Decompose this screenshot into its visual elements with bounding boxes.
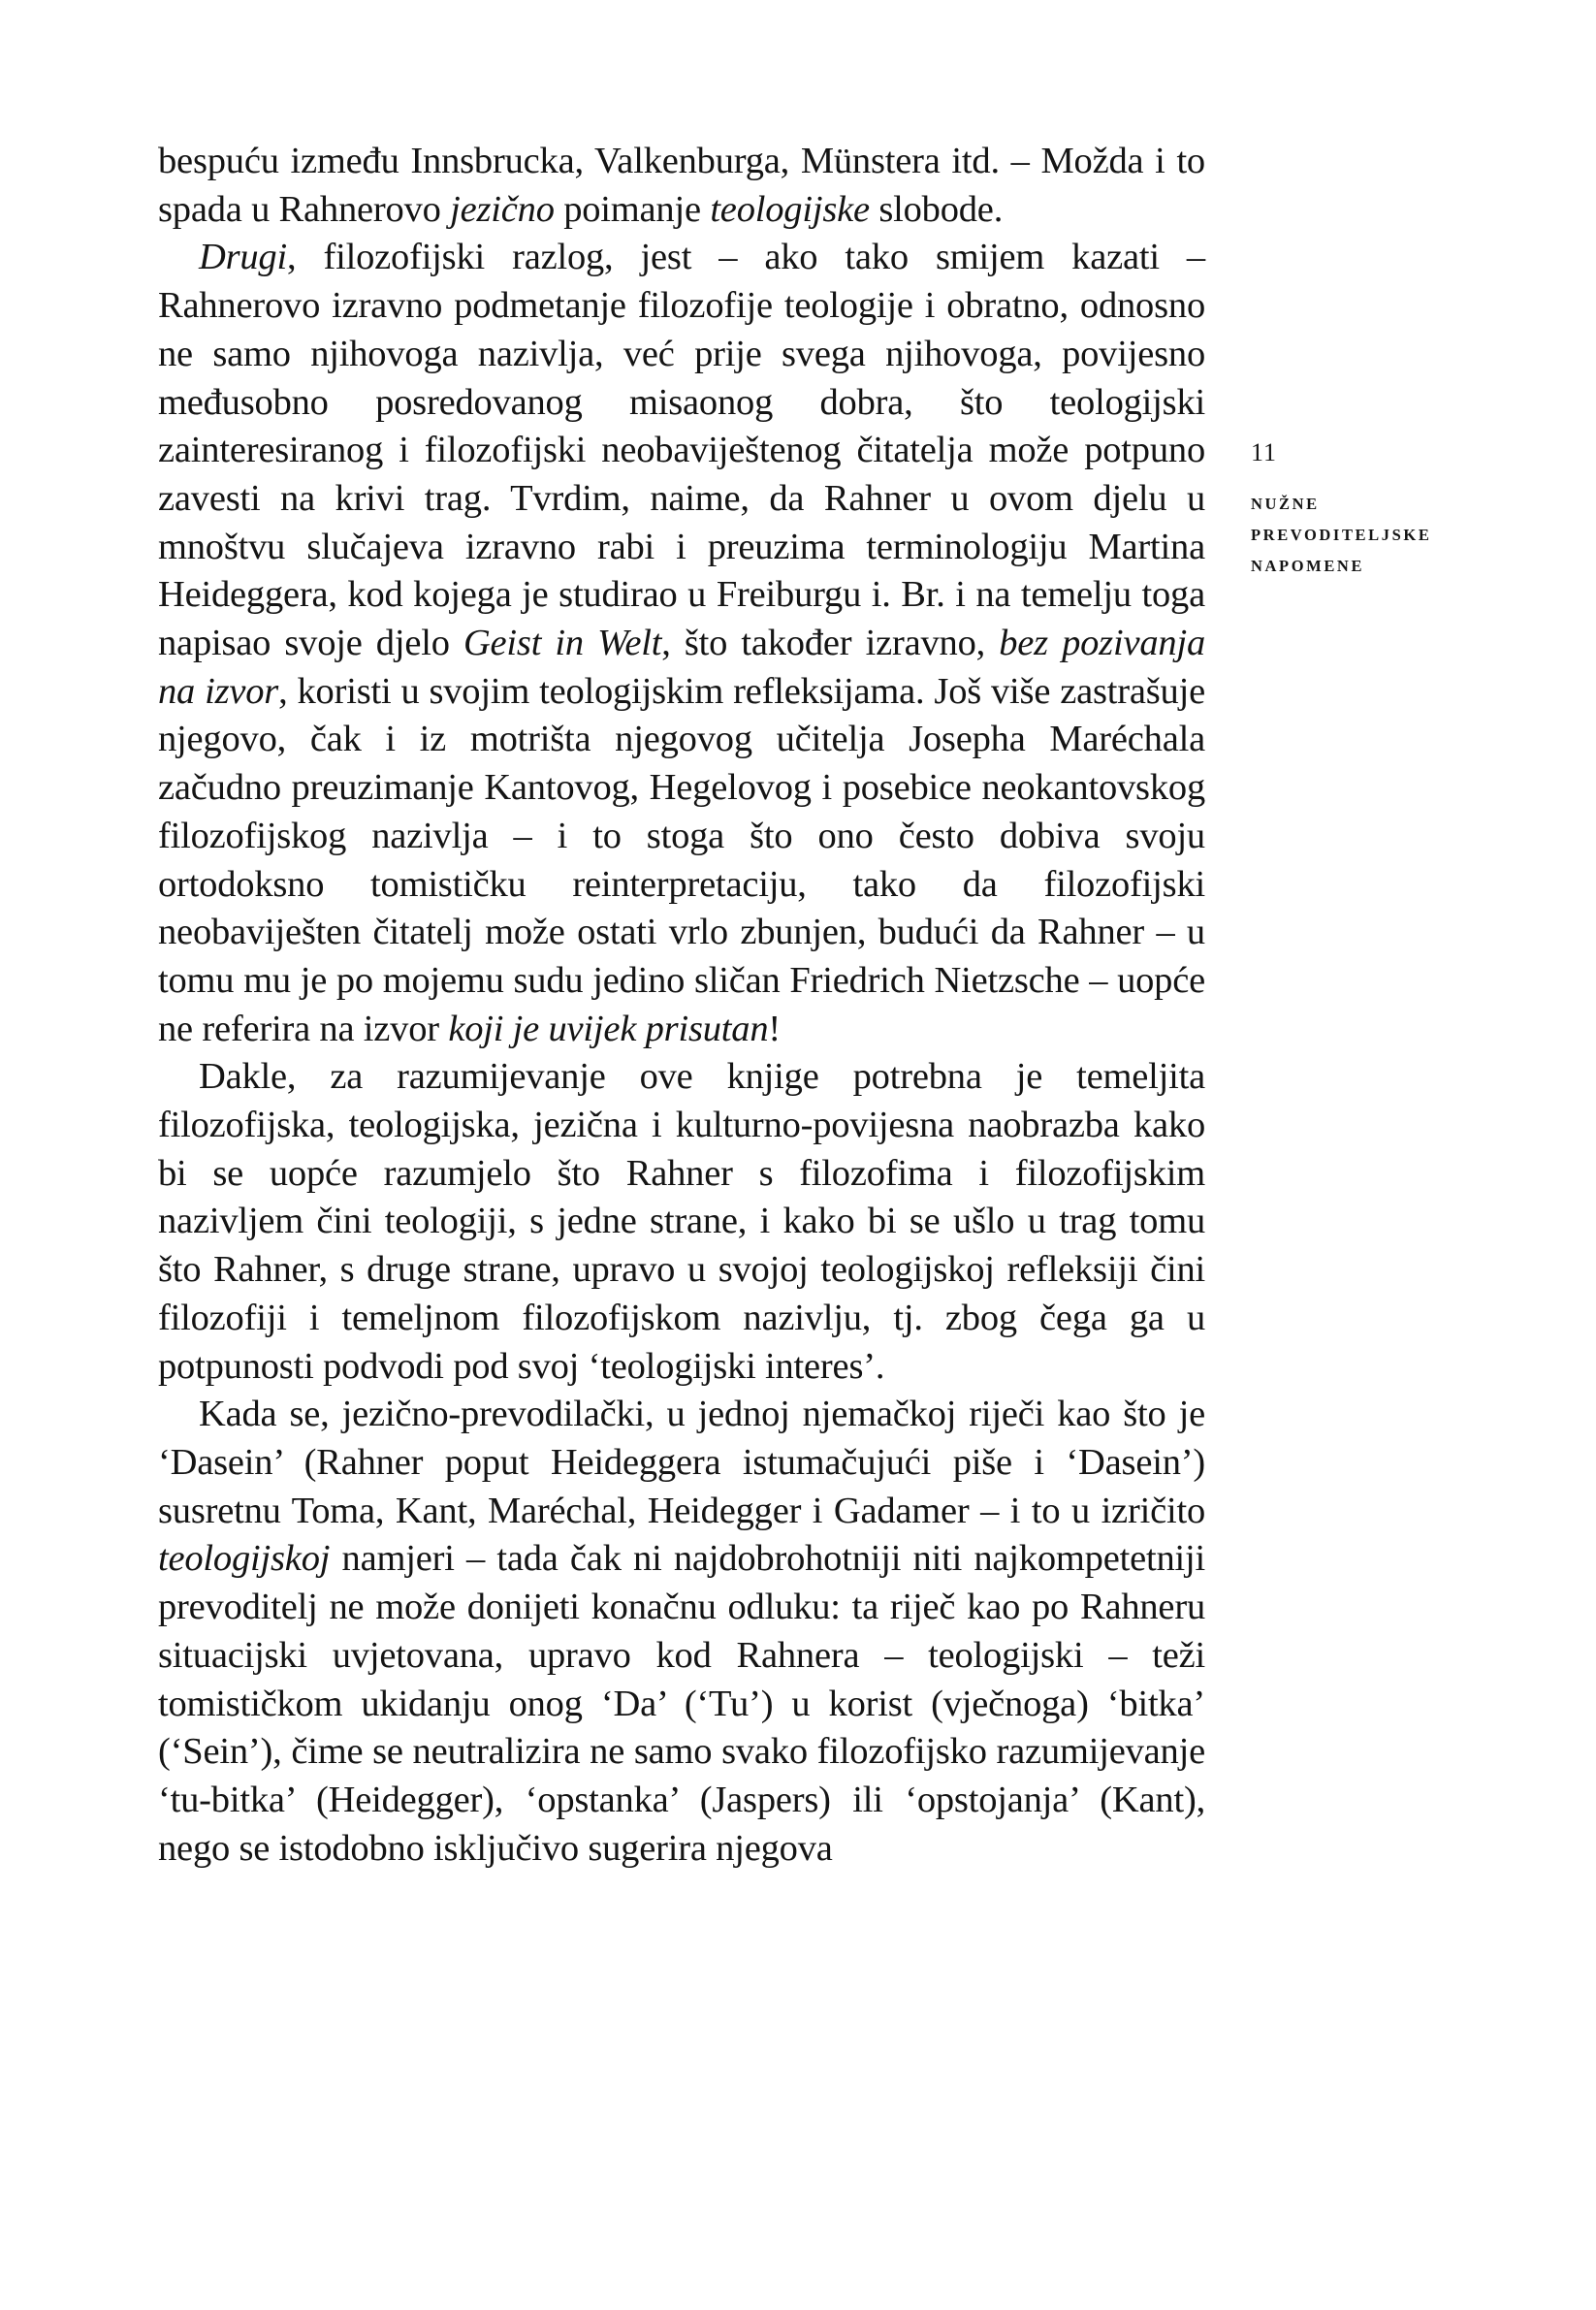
text-segment: namjeri – tada čak ni najdobrohotniji niti najkompetetniji prevoditelj ne može donijeti konačnu odluku: ta riječ kao po Rahneru situacijski uvjetovana, upravo kod Rahnera – teologijski – teži tomističkom ukidanju onog ‘Da’ (‘Tu’) u korist (vječnoga) ‘bitka’ (‘Sein’), čime se neutralizira ne samo svako filozofijsko razumijevanje ‘tu-bitka’ (Heidegger), ‘opstanka’ (Jaspers) ili ‘opstojanja’ (Kant), nego se istodobno isključivo sugerira njegova: [158, 1538, 1205, 1869]
italic-segment: bez pozivanja na izvor: [158, 623, 1205, 712]
body-text: [158, 138, 1205, 1873]
running-head-line: NAPOMENE: [1251, 557, 1365, 575]
text-segment: Kada se, jezično-prevodilački, u jednoj njemačkoj riječi kao što je ‘Dasein’ (Rahner poput Heideggera istumačujući piše i ‘Dasein’) susretnu Toma, Kant, Maréchal, Heidegger i Gadamer – i to u izričito: [158, 1394, 1205, 1531]
italic-segment: Drugi: [199, 237, 287, 278]
paragraph-2: [158, 234, 1205, 1053]
text-segment: , filozofijski razlog, jest – ako tako smijem kazati – Rahnerovo izravno podmetanje filozofije teologije i obratno, odnosno ne samo njihovoga nazivlja, već prije svega njihovoga, povijesno međusobno posredovanog misaonog dobra, što teologijski zainteresiranog i filozofijski neobaviještenog čitatelja može potpuno zavesti na krivi trag. Tvrdim, naime, da Rahner u ovom djelu u mnoštvu slučajeva izravno rabi i preuzima terminologiju Martina Heideggera, kod kojega je studirao u Freiburgu i. Br. i na temelju toga napisao svoje djelo: [158, 237, 1205, 664]
text-segment: bespuću između Innsbrucka, Valkenburga, Münstera itd. – Možda i to spada u Rahnerovo: [158, 141, 1205, 230]
running-head-line: NUŽNE: [1251, 495, 1320, 513]
running-head: [1251, 489, 1503, 582]
paragraph-3: [158, 1053, 1205, 1391]
italic-segment: Geist in Welt: [463, 623, 662, 664]
running-head-line: PREVODITELJSKE: [1251, 526, 1432, 544]
italic-segment: koji je uvijek prisutan: [448, 1008, 769, 1049]
text-segment: Dakle, za razumijevanje ove knjige potrebna je temeljita filozofijska, teologijska, jezična i kulturno-povijesna naobrazba kako bi se uopće razumjelo što Rahner s filozofima i filozofijskim nazivljem čini teologiji, s jedne strane, i kako bi se ušlo u trag tomu što Rahner, s druge strane, upravo u svojoj teologijskoj refleksiji čini filozofiji i temeljnom filozofijskom nazivlju, tj. zbog čega ga u potpunosti podvodi pod svoj ‘teologijski interes’.: [158, 1056, 1205, 1387]
italic-segment: teologijske: [710, 188, 870, 230]
text-segment: slobode.: [869, 188, 1004, 230]
italic-segment: jezično: [450, 188, 555, 230]
text-segment: , koristi u svojim teologijskim refleksijama. Još više zastrašuje njegovo, čak i iz motrišta njegovog učitelja Josepha Maréchala začudno preuzimanje Kantovog, Hegelovog i posebice neokantovskog filozofijskog nazivlja – i to stoga što ono često dobiva svoju ortodoksno tomističku reinterpretaciju, tako da filozofijski neobaviješten čitatelj može ostati vrlo zbunjen, budući da Rahner – u tomu mu je po mojemu sudu jedino sličan Friedrich Nietzsche – uopće ne referira na izvor: [158, 670, 1205, 1049]
text-segment: poimanje: [554, 188, 711, 230]
text-segment: !: [768, 1008, 782, 1049]
margin-note: [1251, 438, 1503, 582]
paragraph-1: [158, 138, 1205, 234]
italic-segment: teologijskoj: [158, 1538, 331, 1580]
page-number: 11: [1251, 438, 1278, 466]
paragraph-4: [158, 1391, 1205, 1873]
text-segment: , što također izravno,: [661, 623, 1000, 664]
